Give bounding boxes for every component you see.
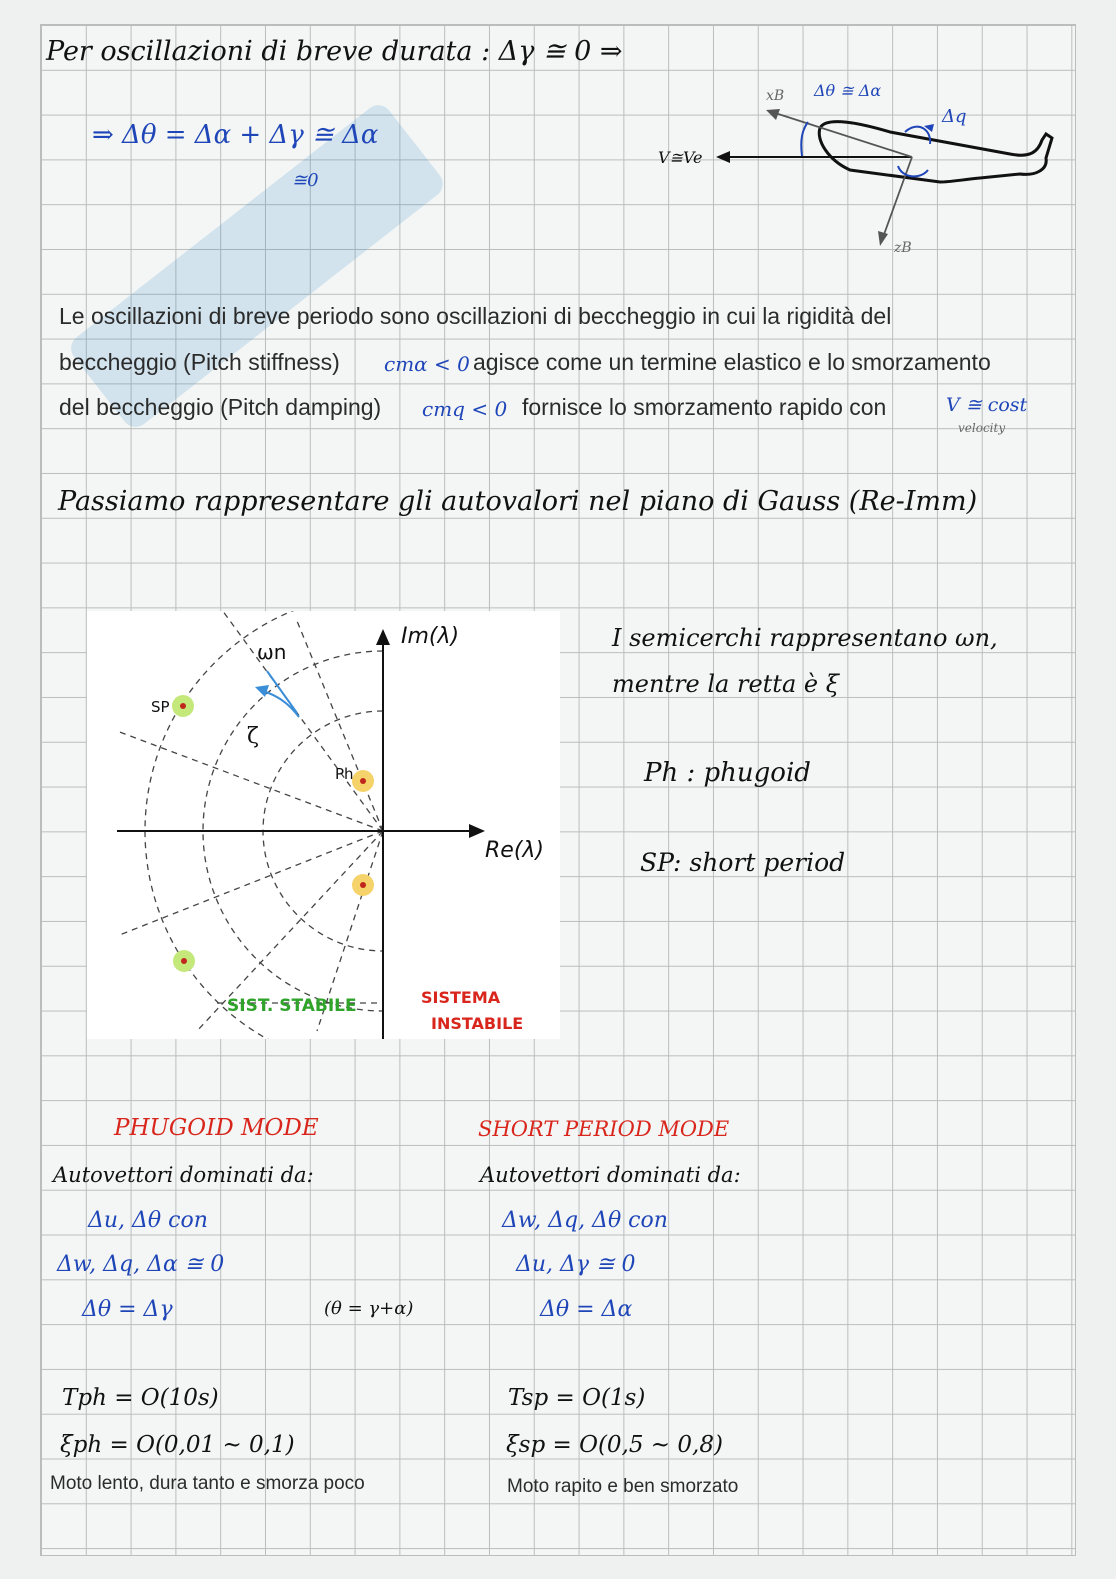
zeta-label: ζ	[247, 724, 259, 749]
xb-axis	[772, 112, 912, 157]
airplane-diagram	[650, 70, 1070, 270]
paragraph-line-2a: beccheggio (Pitch stiffness)	[59, 349, 340, 375]
re-axis-label: Re(λ)	[485, 838, 545, 863]
ph-pole-lower	[360, 882, 366, 888]
zb-arrowhead	[878, 231, 888, 246]
eigenvalue-plot	[87, 611, 560, 1039]
ph-label: Ph	[335, 765, 354, 783]
zb-axis	[882, 157, 912, 240]
im-axis-arrowhead	[376, 629, 390, 645]
short-period-description: Moto rapito e ben smorzato	[507, 1476, 739, 1497]
xb-label: xB	[766, 88, 785, 104]
zeta-line-1	[217, 611, 383, 831]
airplane-outline	[819, 122, 1052, 182]
zeta-line-3	[297, 621, 383, 831]
phugoid-title: PHUGOID MODE	[114, 1115, 319, 1141]
gauss-plane-heading: Passiamo rappresentare gli autovalori nel piano di Gauss (Re-Imm)	[58, 486, 978, 517]
zb-label: zB	[894, 240, 912, 256]
phugoid-line-1: Δu, Δθ con	[88, 1208, 208, 1233]
stable-label: SIST. STABILE	[227, 996, 357, 1016]
phugoid-dominated: Autovettori dominati da:	[53, 1163, 314, 1187]
paragraph-line-3a: del beccheggio (Pitch damping)	[59, 394, 382, 420]
paragraph-line-2b: agisce come un termine elastico e lo smorzamento	[473, 349, 991, 375]
unstable-label-line-2: INSTABILE	[431, 1014, 524, 1033]
omega-n-label: ωn	[257, 640, 287, 664]
note-phugoid: Ph : phugoid	[644, 758, 811, 788]
wn-direction-arrow	[263, 691, 299, 717]
short-period-damping: ξsp = O(0,5 ~ 0,8)	[506, 1432, 723, 1458]
short-period-title: SHORT PERIOD MODE	[478, 1117, 730, 1141]
unstable-label-line-1: SISTEMA	[421, 988, 501, 1007]
sp-label: SP	[151, 698, 170, 716]
short-period-line-3: Δθ = Δα	[540, 1297, 633, 1322]
phugoid-line-3: Δθ = Δγ	[82, 1297, 173, 1322]
cm-q-condition: cmq < 0	[422, 397, 508, 421]
paragraph-line-3b: fornisce lo smorzamento rapido con	[522, 394, 887, 420]
velocity-label: V≅Ve	[658, 148, 703, 167]
short-period-line-2: Δu, Δγ ≅ 0	[516, 1252, 636, 1277]
short-period-period: Tsp = O(1s)	[508, 1385, 646, 1411]
xb-arrowhead	[766, 109, 780, 120]
paragraph-line-1: Le oscillazioni di breve periodo sono oscillazioni di beccheggio in cui la rigidità del	[59, 303, 892, 329]
phugoid-description: Moto lento, dura tanto e smorza poco	[50, 1473, 365, 1494]
theta-arc	[801, 122, 808, 156]
phugoid-line-2: Δw, Δq, Δα ≅ 0	[57, 1252, 225, 1277]
cm-alpha-condition: cmα < 0	[384, 352, 470, 376]
velocity-note: velocity	[958, 421, 1006, 435]
zeta-line-4	[117, 831, 383, 936]
equation-note: ≅0	[292, 170, 319, 191]
wn-semicircle-outer	[145, 611, 383, 1039]
note-short-period: SP: short period	[640, 848, 846, 877]
eigenvalue-plot-svg	[87, 611, 560, 1039]
theta-label: Δθ ≅ Δα	[814, 81, 882, 100]
note-line: mentre la retta è ξ	[612, 670, 839, 698]
velocity-arrowhead	[716, 151, 730, 163]
phugoid-relation-note: (θ = γ+α)	[324, 1298, 414, 1319]
equation: ⇒ Δθ = Δα + Δγ ≅ Δα	[92, 120, 379, 150]
title-line: Per oscillazioni di breve durata : Δγ ≅ 0 ⇒	[46, 36, 623, 67]
phugoid-period: Tph = O(10s)	[62, 1385, 219, 1411]
short-period-dominated: Autovettori dominati da:	[480, 1163, 741, 1187]
sp-pole-upper	[180, 703, 186, 709]
wn-crossing-line	[267, 671, 297, 713]
phugoid-damping: ξph = O(0,01 ~ 0,1)	[60, 1432, 295, 1458]
note-semicircles: I semicerchi rappresentano ωn,	[612, 624, 998, 652]
wn-direction-arrowhead	[255, 685, 269, 697]
sp-pole-lower	[181, 958, 187, 964]
short-period-line-1: Δw, Δq, Δθ con	[502, 1208, 668, 1233]
im-axis-label: Im(λ)	[401, 624, 460, 649]
ph-pole-upper	[360, 778, 366, 784]
velocity-constant: V ≅ cost	[946, 394, 1028, 416]
re-axis-arrowhead	[469, 824, 485, 838]
q-label: Δq	[942, 106, 967, 127]
